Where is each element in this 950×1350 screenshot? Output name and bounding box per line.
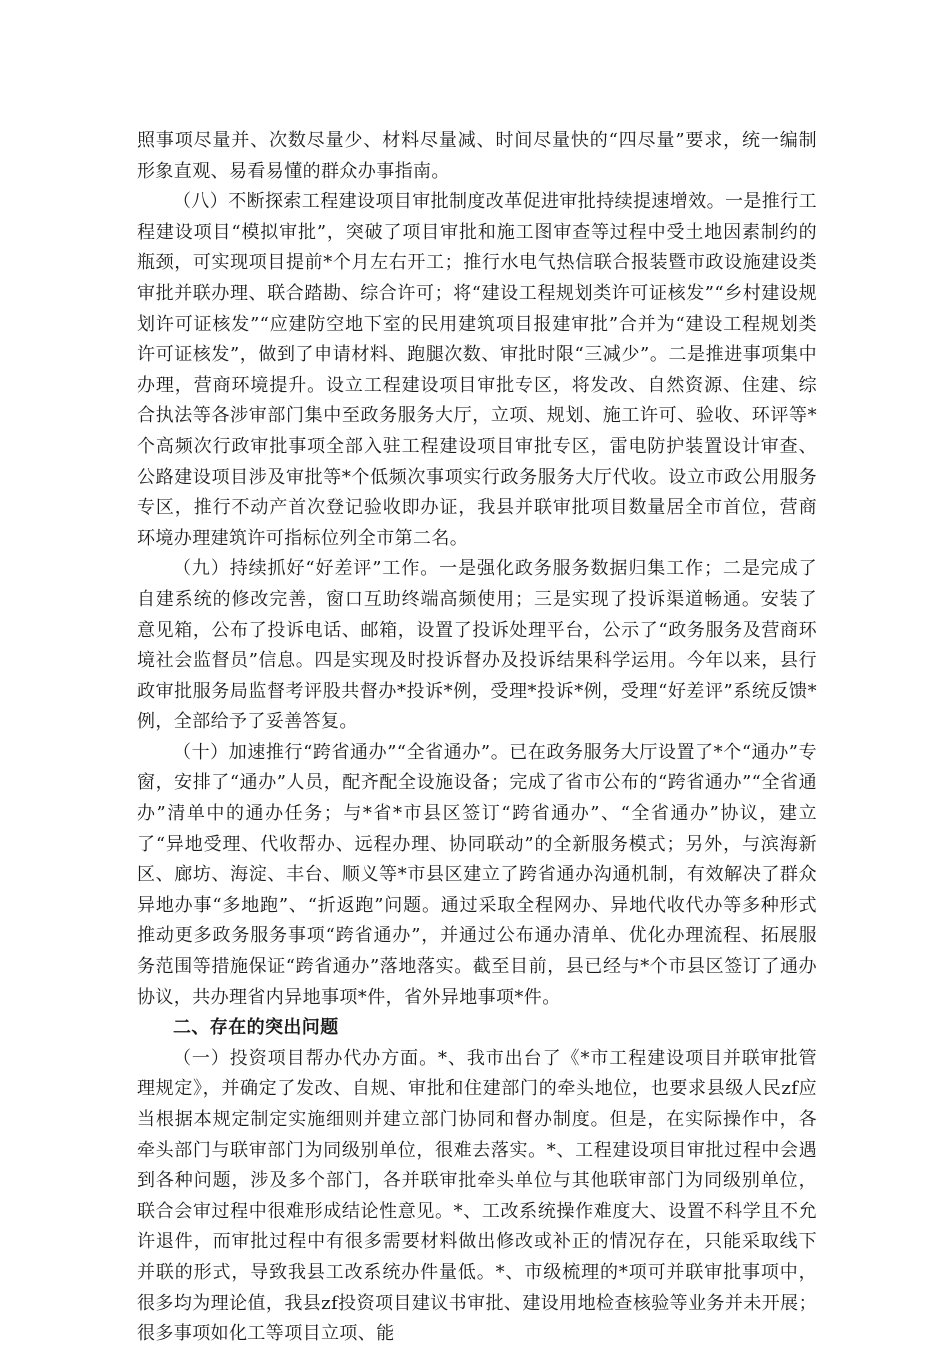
paragraph-eight: （八）不断探索工程建设项目审批制度改革促进审批持续提速增效。一是推行工程建设项目“模拟审批”，突破了项目审批和施工图审查等过程中受土地因素制约的瓶颈，可实现项目提前*个月左右开工；推行水电气热信联合报装暨市政设施建设类审批并联办理、联合踏勘、综合许可；将“建设工程规划类许可证核发”“乡村建设规划许可证核发”“应建防空地下室的民用建筑项目报建审批”合并为“建设工程规划类许可证核发”，做到了申请材料、跑腿次数、审批时限“三减少”。二是推进事项集中办理，营商环境提升。设立工程建设项目审批专区，将发改、自然资源、住建、综合执法等各涉审部门集中至政务服务大厅，立项、规划、施工许可、验收、环评等*个高频次行政审批事项全部入驻工程建设项目审批专区，雷电防护装置设计审查、公路建设项目涉及审批等*个低频次事项实行政务服务大厅代收。设立市政公用服务专区，推行不动产首次登记验收即办证，我县并联审批项目数量居全市首位，营商环境办理建筑许可指标位列全市第二名。 xyxy=(137,191,817,549)
paragraph-ten: （十）加速推行“跨省通办”“全省通办”。已在政务服务大厅设置了*个“通办”专窗，安排了“通办”人员，配齐配全设施设备；完成了省市公布的“跨省通办”“全省通办”清单中的通办任务；与*省*市县区签订“跨省通办”、“全省通办”协议，建立了“异地受理、代收帮办、远程办理、协同联动”的全新服务模式；另外，与滨海新区、廊坊、海淀、丰台、顺义等*市县区建立了跨省通办沟通机制，有效解决了群众异地办事“多地跑”、“折返跑”问题。通过采取全程网办、异地代收代办等多种形式推动更多政务服务事项“跨省通办”，并通过公布通办清单、优化办理流程、拓展服务范围等措施保证“跨省通办”落地落实。截至目前，县已经与*个市县区签订了通办协议，共办理省内异地事项*件，省外异地事项*件。 xyxy=(137,741,817,1008)
paragraph-nine: （九）持续抓好“好差评”工作。一是强化政务服务数据归集工作；二是完成了自建系统的修改完善，窗口互助终端高频使用；三是实现了投诉渠道畅通。安装了意见箱，公布了投诉电话、邮箱，设置了投诉处理平台，公示了“政务服务及营商环境社会监督员”信息。四是实现及时投诉督办及投诉结果科学运用。今年以来，县行政审批服务局监督考评股共督办*投诉*例，受理*投诉*例，受理“好差评”系统反馈*例，全部给予了妥善答复。 xyxy=(137,558,817,733)
paragraph-continued: 照事项尽量并、次数尽量少、材料尽量减、时间尽量快的“四尽量”要求，统一编制形象直观、易看易懂的群众办事指南。 xyxy=(137,130,817,182)
paragraph-problem-one: （一）投资项目帮办代办方面。*、我市出台了《*市工程建设项目并联审批管理规定》，并确定了发改、自规、审批和住建部门的牵头地位，也要求县级人民zf应当根据本规定制定实施细则并建立部门协同和督办制度。但是，在实际操作中，各牵头部门与联审部门为同级别单位，很难去落实。*、工程建设项目审批过程中会遇到各种问题，涉及多个部门，各并联审批牵头单位与其他联审部门为同级别单位，联合会审过程中很难形成结论性意见。*、工改系统操作难度大、设置不科学且不允许退件，而审批过程中有很多需要材料做出修改或补正的情况存在，只能采取线下并联的形式，导致我县工改系统办件量低。*、市级梳理的*项可并联审批事项中，很多均为理论值，我县zf投资项目建议书审批、建设用地检查核验等业务并未开展；很多事项如化工等项目立项、能 xyxy=(137,1047,817,1345)
document-body xyxy=(137,126,817,1350)
section-heading: 二、存在的突出问题 xyxy=(173,1017,339,1039)
